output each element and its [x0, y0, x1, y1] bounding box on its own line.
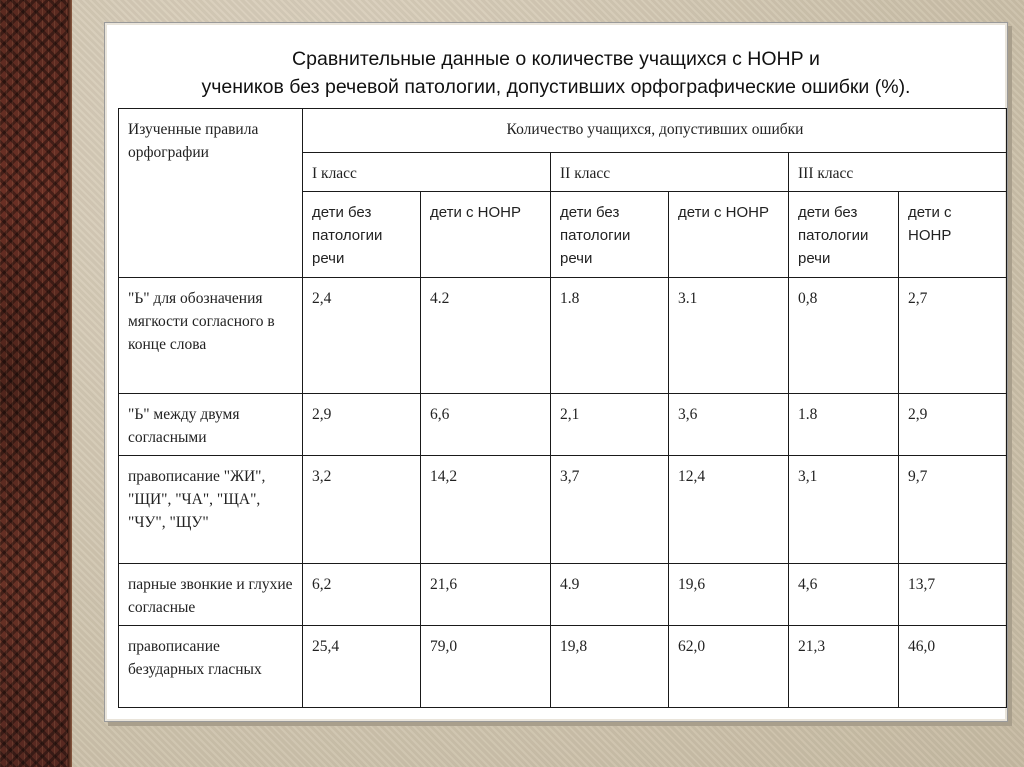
decorative-side-band — [0, 0, 72, 767]
table-row — [119, 626, 1007, 708]
table-row — [119, 394, 1007, 456]
slide-title — [105, 45, 1007, 101]
value-cell: 2,9 — [899, 394, 1007, 456]
class-header-1: I класс — [303, 153, 551, 192]
subheader-nonr: дети с НОНР — [669, 192, 789, 278]
rule-cell: "Ь" между двумя согласными — [119, 394, 303, 456]
subheader-no-pathology: дети без патологии речи — [789, 192, 899, 278]
table-row — [119, 278, 1007, 394]
value-cell: 3,6 — [669, 394, 789, 456]
title-line-2: учеников без речевой патологии, допустивших орфографические ошибки (%). — [201, 76, 911, 98]
class-header-3: III класс — [789, 153, 1007, 192]
value-cell: 62,0 — [669, 626, 789, 708]
value-cell: 79,0 — [421, 626, 551, 708]
value-cell: 19,8 — [551, 626, 669, 708]
rule-cell: "Ь" для обозначения мягкости согласного в конце слова — [119, 278, 303, 394]
value-cell: 2,9 — [303, 394, 421, 456]
rule-cell: правописание "ЖИ", "ЩИ", "ЧА", "ЩА", "ЧУ", "ЩУ" — [119, 456, 303, 564]
value-cell: 6,6 — [421, 394, 551, 456]
value-cell: 0,8 — [789, 278, 899, 394]
value-cell: 21,6 — [421, 564, 551, 626]
header-row-group — [119, 109, 1007, 153]
value-cell: 3,1 — [789, 456, 899, 564]
value-cell: 4.9 — [551, 564, 669, 626]
value-cell: 1.8 — [551, 278, 669, 394]
value-cell: 21,3 — [789, 626, 899, 708]
value-cell: 1.8 — [789, 394, 899, 456]
rule-cell: правописание безударных гласных — [119, 626, 303, 708]
value-cell: 3.1 — [669, 278, 789, 394]
value-cell: 25,4 — [303, 626, 421, 708]
group-header: Количество учащихся, допустивших ошибки — [303, 109, 1007, 153]
value-cell: 14,2 — [421, 456, 551, 564]
comparison-table — [118, 108, 1007, 708]
table-row — [119, 456, 1007, 564]
value-cell: 2,7 — [899, 278, 1007, 394]
value-cell: 46,0 — [899, 626, 1007, 708]
value-cell: 3,2 — [303, 456, 421, 564]
value-cell: 4.2 — [421, 278, 551, 394]
slide — [104, 22, 1008, 722]
value-cell: 2,1 — [551, 394, 669, 456]
rule-cell: парные звонкие и глухие согласные — [119, 564, 303, 626]
value-cell: 9,7 — [899, 456, 1007, 564]
value-cell: 19,6 — [669, 564, 789, 626]
value-cell: 4,6 — [789, 564, 899, 626]
subheader-no-pathology: дети без патологии речи — [303, 192, 421, 278]
value-cell: 2,4 — [303, 278, 421, 394]
subheader-nonr: дети с НОНР — [421, 192, 551, 278]
subheader-nonr: дети с НОНР — [899, 192, 1007, 278]
title-line-1: Сравнительные данные о количестве учащихся с НОНР и — [292, 48, 820, 70]
table-row — [119, 564, 1007, 626]
rowheader-label: Изученные правила орфографии — [119, 109, 303, 278]
value-cell: 3,7 — [551, 456, 669, 564]
class-header-2: II класс — [551, 153, 789, 192]
subheader-no-pathology: дети без патологии речи — [551, 192, 669, 278]
value-cell: 12,4 — [669, 456, 789, 564]
value-cell: 13,7 — [899, 564, 1007, 626]
value-cell: 6,2 — [303, 564, 421, 626]
